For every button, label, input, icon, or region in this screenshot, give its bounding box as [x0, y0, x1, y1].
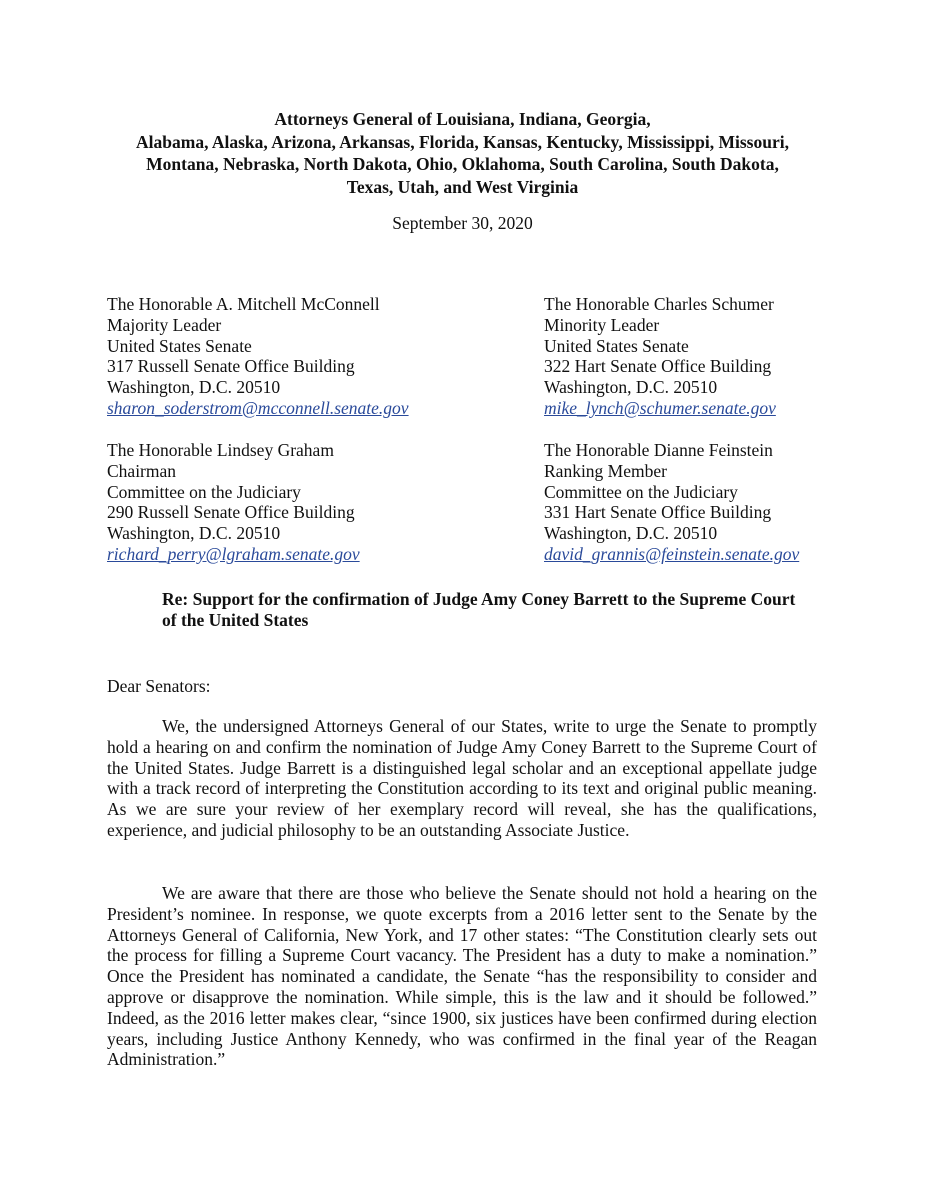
- body-paragraph: We are aware that there are those who believe the Senate should not hold a hearing on the President’s nominee. In response, we quote excerpts from a 2016 letter sent to the Senate by the Attorneys General of California, New York, and 17 other states: “The Constitution clearly sets out the process for filling a Supreme Court vacancy. The President has a duty to make a nomination.” Once the President has nominated a candidate, the Senate “has the responsibility to consider and approve or disapprove the nomination. While simple, this is the law and it should be followed.” Indeed, as the 2016 letter makes clear, “since 1900, six justices have been confirmed during election years, including Justice Anthony Kennedy, who was confirmed in the final year of the Reagan Administration.”: [107, 883, 817, 1070]
- addressee-name: The Honorable Charles Schumer: [544, 294, 774, 314]
- header-line: Montana, Nebraska, North Dakota, Ohio, Oklahoma, South Carolina, South Dakota,: [146, 154, 779, 174]
- addressee-org: Committee on the Judiciary: [544, 481, 738, 502]
- addressee-email-link[interactable]: mike_lynch@schumer.senate.gov: [544, 397, 776, 418]
- addressee-title: Majority Leader: [107, 314, 222, 335]
- salutation: Dear Senators:: [107, 676, 211, 696]
- addressee-city: Washington, D.C. 20510: [544, 523, 718, 544]
- addressee-name: The Honorable A. Mitchell McConnell: [107, 294, 380, 314]
- addressee-graham: [107, 440, 360, 565]
- addressee-title: Minority Leader: [544, 314, 660, 335]
- body-paragraph: We, the undersigned Attorneys General of our States, write to urge the Senate to promptly hold a hearing on and confirm the nomination of Judge Amy Coney Barrett to the Supreme Court of the United States. Judge Barrett is a distinguished legal scholar and an exceptional appellate judge with a track record of interpreting the Constitution according to its text and original public meaning. As we are sure your review of her exemplary record will reveal, she has the qualifications, experience, and judicial philosophy to be an outstanding Associate Justice.: [107, 716, 817, 840]
- addressee-title: Chairman: [107, 460, 177, 481]
- header-line: Texas, Utah, and West Virginia: [346, 176, 579, 197]
- addressee-org: United States Senate: [107, 335, 252, 356]
- addressee-building: 331 Hart Senate Office Building: [544, 502, 772, 523]
- addressee-org: United States Senate: [544, 335, 689, 356]
- addressee-mcconnell: [107, 294, 409, 419]
- addressee-email-link[interactable]: david_grannis@feinstein.senate.gov: [544, 543, 800, 564]
- addressee-city: Washington, D.C. 20510: [107, 523, 281, 544]
- addressee-email-link[interactable]: sharon_soderstrom@mcconnell.senate.gov: [107, 397, 409, 418]
- addressee-schumer: [544, 294, 776, 419]
- addressee-name: The Honorable Lindsey Graham: [107, 440, 334, 460]
- addressee-city: Washington, D.C. 20510: [107, 377, 281, 398]
- header-line: Attorneys General of Louisiana, Indiana, Georgia,: [274, 109, 651, 129]
- addressee-building: 322 Hart Senate Office Building: [544, 356, 772, 377]
- addressee-city: Washington, D.C. 20510: [544, 377, 718, 398]
- addressee-email-link[interactable]: richard_perry@lgraham.senate.gov: [107, 543, 360, 564]
- addressee-building: 290 Russell Senate Office Building: [107, 502, 355, 523]
- header-line: Alabama, Alaska, Arizona, Arkansas, Florida, Kansas, Kentucky, Mississippi, Missouri,: [136, 131, 789, 152]
- addressee-feinstein: [544, 440, 799, 565]
- letter-header: [0, 108, 925, 198]
- addressee-title: Ranking Member: [544, 460, 667, 481]
- letter-date: September 30, 2020: [392, 213, 533, 233]
- addressee-building: 317 Russell Senate Office Building: [107, 356, 355, 377]
- subject-line: Re: Support for the confirmation of Judge Amy Coney Barrett to the Supreme Court of the United States: [162, 589, 796, 630]
- addressee-org: Committee on the Judiciary: [107, 481, 301, 502]
- addressee-name: The Honorable Dianne Feinstein: [544, 440, 773, 460]
